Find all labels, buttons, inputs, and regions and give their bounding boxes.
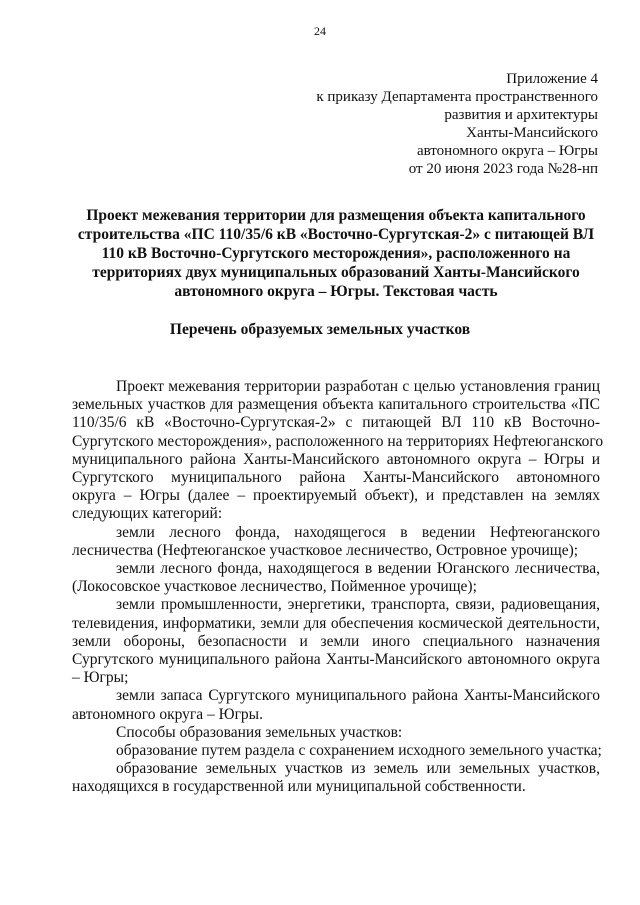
paragraph-line: телевидения, информатики, земли для обеспечения космической деятельности, [72,614,600,632]
paragraph-line: Сургутского месторождения», расположенного на территориях Нефтеюганского [72,432,604,450]
appendix-line: Ханты-Мансийского [466,125,598,141]
appendix-line: автономного округа – Югры [416,143,598,159]
title-line: территориях двух муниципальных образований Ханты-Мансийского [92,264,580,281]
appendix-line: Приложение 4 [506,71,598,87]
paragraph-line: лесничества (Нефтеюганское участковое лесничество, Островное урочище); [72,541,579,559]
paragraph-line: находящихся в государственной или муниципальной собственности. [72,778,526,796]
paragraph-line: земли лесного фонда, находящегося в ведении Юганского лесничества, [116,560,600,578]
section-heading: Перечень образуемых земельных участков [169,321,471,338]
appendix-line: от 20 июня 2023 года №28-нп [408,161,598,177]
paragraph-line: образование путем раздела с сохранением исходного земельного участка; [116,742,602,760]
paragraph-line: земли промышленности, энергетики, транспорта, связи, радиовещания, [116,596,600,614]
paragraph [72,524,600,560]
title-line: Проект межевания территории для размещения объекта капитального [86,207,586,224]
paragraph [72,742,600,760]
paragraph-line: земли лесного фонда, находящегося в ведении Нефтеюганского [116,523,600,541]
paragraph [72,760,600,796]
paragraph-line: Способы образования земельных участков: [116,723,403,741]
paragraph-line: земли запаса Сургутского муниципального района Ханты-Мансийского [116,687,600,705]
appendix-block [298,70,598,178]
page-number: 24 [314,24,326,38]
paragraph-line: земельных участков для размещения объекта капитального строительства «ПС [72,396,600,414]
paragraph-line: автономного округа – Югры. [72,705,263,723]
paragraph-line: Сургутского муниципального района Ханты-Мансийского автономного округа [72,651,600,669]
appendix-line: развития и архитектуры [444,107,598,123]
document-title [66,206,606,301]
title-line: автономного округа – Югры. Текстовая часть [174,283,498,300]
title-line: строительства «ПС 110/35/6 кВ «Восточно-Сургутская-2» с питающей ВЛ [77,226,595,243]
paragraph [72,724,600,742]
body-text [72,378,604,797]
paragraph-line: земли обороны, безопасности и земли иного специального назначения [72,632,600,650]
paragraph-line: округа – Югры (далее – проектируемый объект), и представлен на землях [72,487,600,505]
paragraph-line: – Югры; [72,669,129,687]
paragraph [72,560,600,596]
appendix-line: к приказу Департамента пространственного [316,89,598,105]
paragraph [72,378,604,524]
paragraph-line: муниципального района Ханты-Мансийского автономного округа – Югры и [72,450,600,468]
paragraph-line: следующих категорий: [72,505,223,523]
paragraph-line: Сургутского муниципального района Ханты-Мансийского автономного [72,469,600,487]
paragraph [72,596,600,687]
paragraph-line: Проект межевания территории разработан с целью установления границ [116,378,600,395]
paragraph [72,687,600,723]
paragraph-line: (Локосовское участковое лесничество, Пойменное урочище); [72,578,477,596]
title-line: 110 кВ Восточно-Сургутского месторождения», расположенного на [101,245,571,262]
paragraph-line: образование земельных участков из земель или земельных участков, [116,760,600,778]
paragraph-line: 110/35/6 кВ «Восточно-Сургутская-2» с питающей ВЛ 110 кВ Восточно- [72,414,600,432]
